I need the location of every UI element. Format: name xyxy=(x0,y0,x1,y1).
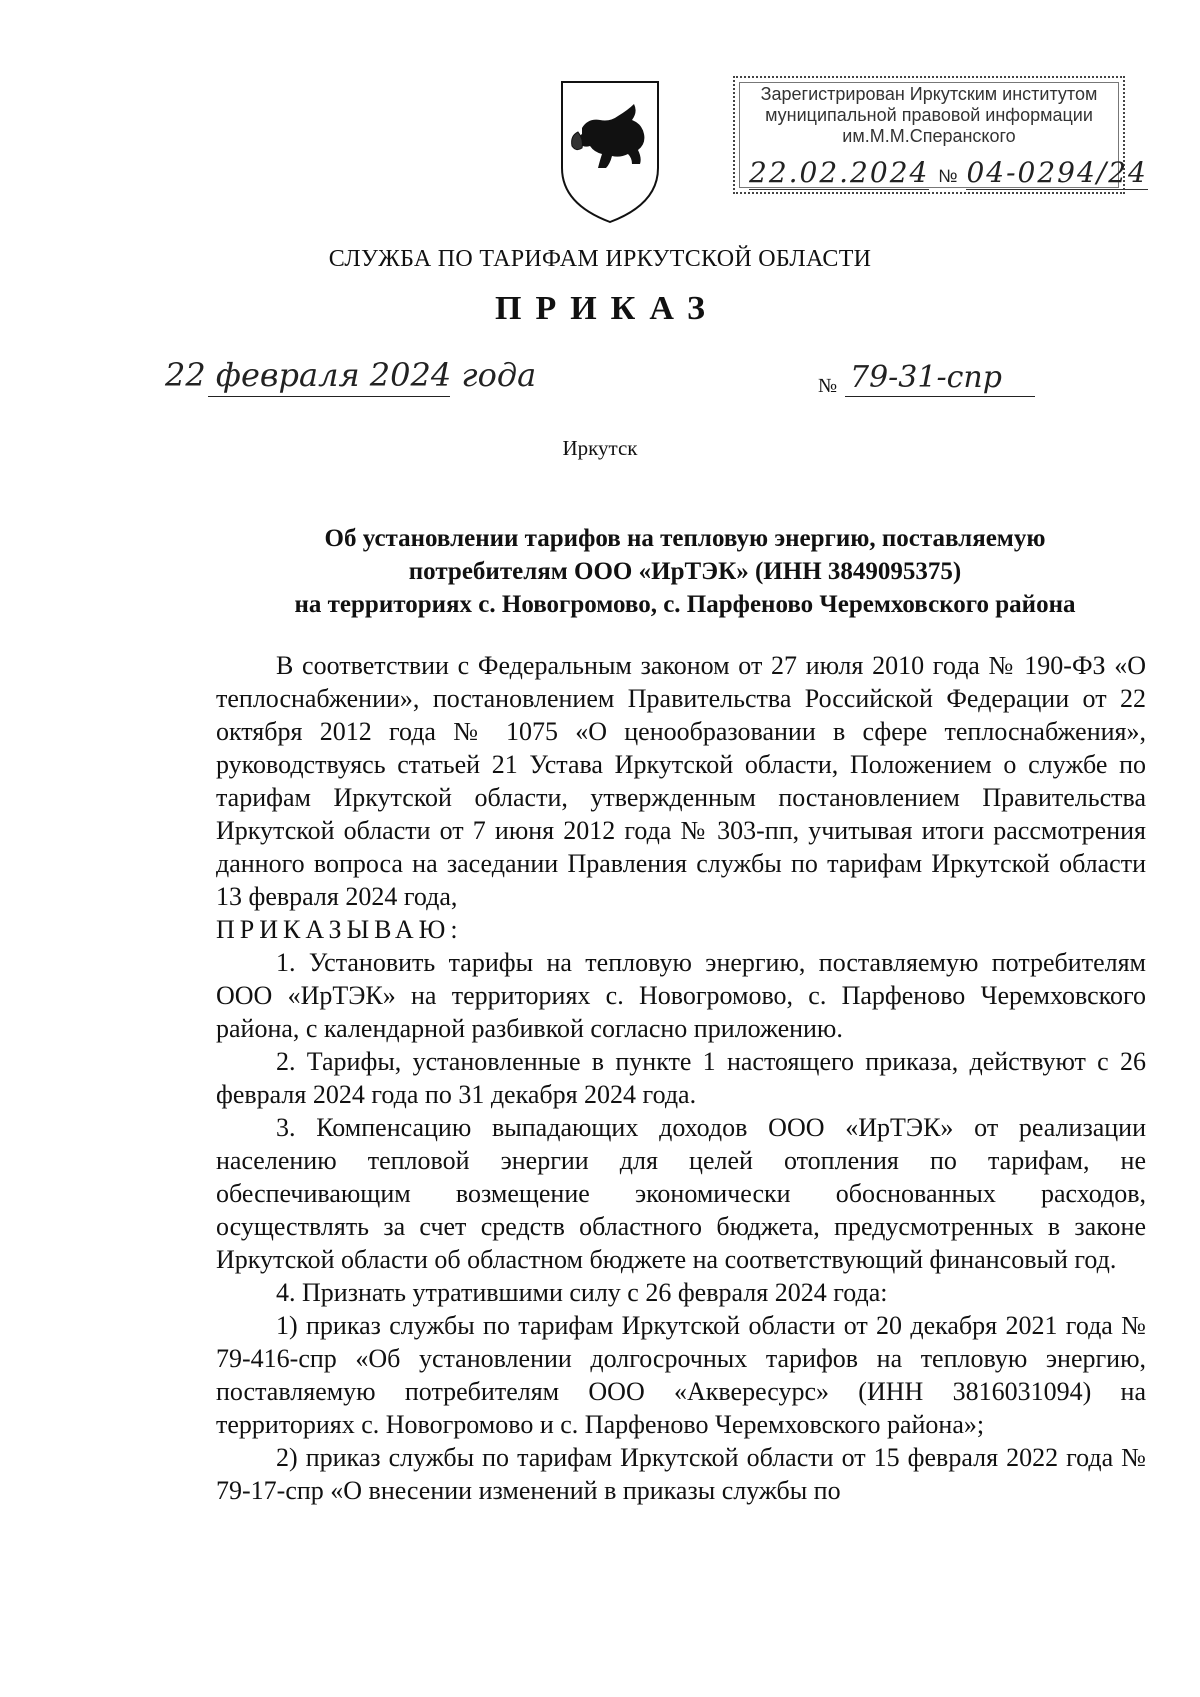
stamp-line-2: муниципальной правовой информации xyxy=(765,105,1093,125)
agency-name: СЛУЖБА ПО ТАРИФАМ ИРКУТСКОЙ ОБЛАСТИ xyxy=(328,246,872,272)
stamp-number: 04-0294/24 xyxy=(966,156,1148,189)
title-line-3: на территориях с. Новогромово, с. Парфеново Черемховского района xyxy=(294,591,1076,618)
item-4-1: 1) приказ службы по тарифам Иркутской области от 20 декабря 2021 года № 79-416-спр «Об установлении долгосрочных тарифов на тепловую энергию, поставляемую потребителям ООО «Аквересурс» (ИНН 3816031094) на территориях с. Новогромово и с. Парфеново Черемховского района»; xyxy=(216,1311,1146,1439)
document-title xyxy=(225,522,1145,621)
stamp-registration xyxy=(749,156,1148,189)
order-date: 22 февраля 2024 года xyxy=(165,356,537,394)
title-line-2: потребителям ООО «ИрТЭК» (ИНН 3849095375) xyxy=(408,558,962,585)
item-4: 4. Признать утратившими силу с 26 февраля 2024 года: xyxy=(276,1278,888,1307)
order-word-text: ПРИКАЗЫВАЮ: xyxy=(216,915,463,944)
city-name: Иркутск xyxy=(562,436,638,460)
stamp-date: 22.02.2024 xyxy=(749,156,930,189)
item-3: 3. Компенсацию выпадающих доходов ООО «ИрТЭК» от реализации населению тепловой энергии для целей отопления по тарифам, не обеспечивающим возмещение экономически обоснованных расходов, осуществлять за счет средств областного бюджета, предусмотренных в законе Иркутской области об областном бюджете на соответствующий финансовый год. xyxy=(216,1113,1146,1274)
preamble-paragraph: В соответствии с Федеральным законом от 27 июля 2010 года № 190-ФЗ «О теплоснабжении», постановлением Правительства Российской Федерации от 22 октября 2012 года № 1075 «О ценообразовании в сфере теплоснабжения», руководствуясь статьей 21 Устава Иркутской области, Положением о службе по тарифам Иркутской области, утвержденным постановлением Правительства Иркутской области от 7 июня 2012 года № 303-пп, учитывая итоги рассмотрения данного вопроса на заседании Правления службы по тарифам Иркутской области 13 февраля 2024 года, xyxy=(216,651,1146,911)
item-2: 2. Тарифы, установленные в пункте 1 настоящего приказа, действуют с 26 февраля 2024 года по 31 декабря 2024 года. xyxy=(216,1047,1146,1109)
number-underline xyxy=(845,396,1035,397)
registration-stamp xyxy=(733,76,1148,194)
document-body xyxy=(216,649,1146,1507)
order-number-label: № xyxy=(818,375,838,397)
item-1: 1. Установить тарифы на тепловую энергию, поставляемую потребителям ООО «ИрТЭК» на территориях с. Новогромово, с. Парфеново Черемховского района, с календарной разбивкой согласно приложению. xyxy=(216,948,1146,1043)
stamp-line-1: Зарегистрирован Иркутским институтом xyxy=(760,84,1098,104)
stamp-number-label: № xyxy=(938,166,958,186)
item-4-2: 2) приказ службы по тарифам Иркутской области от 15 февраля 2022 года № 79-17-спр «О внесении изменений в приказы службы по xyxy=(216,1443,1146,1505)
order-word xyxy=(216,913,1146,946)
order-number: 79-31-спр xyxy=(850,360,1002,395)
title-line-1: Об установлении тарифов на тепловую энергию, поставляемую xyxy=(324,525,1046,552)
stamp-line-3: им.М.М.Сперанского xyxy=(842,126,1016,146)
date-underline xyxy=(208,396,450,397)
document-type: ПРИКАЗ xyxy=(495,290,719,327)
coat-of-arms-icon xyxy=(556,76,664,224)
